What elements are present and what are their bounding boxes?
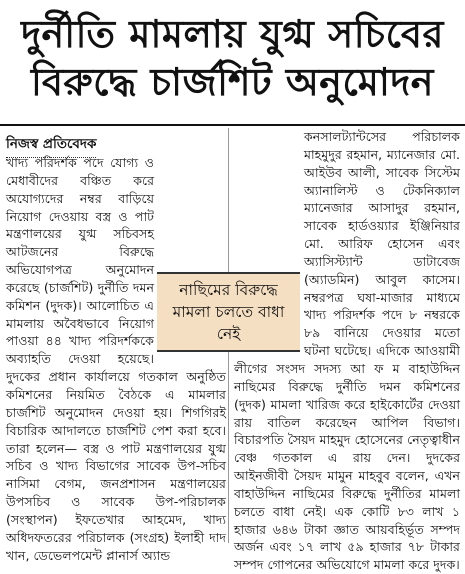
headline-line-2: বিরুদ্ধে চার্জশিট অনুমোদন xyxy=(31,60,434,104)
headline xyxy=(8,10,457,106)
article-text-right: কনসালট্যান্টসের পরিচালক মাহমুদুর রহমান, ম্যানেজার মো. আইউব আলী, সাবেক সিস্টেম অ্যানালিস্ট ও টেকনিক্যাল ম্যানেজার আসাদুর রহমান, সাবেক হার্ডওয়্যার ইঞ্জিনিয়ার মো. আরিফ হোসেন এবং অ্যাসিস্ট্যান্ট ডাটাবেজ (অ্যাডমিন) আবুল কাসেম। নম্বরপত্র ঘষা-মাজার মাধ্যমে খাদ্য পরিদর্শক পদে ৮ নম্বরকে ৮৯ বানিয়ে দেওয়ার মতো ঘটনা ঘটেছে। এদিকে আওয়ামী লীগের সংসদ সদস্য আ ফ ম বাহাউদ্দিন নাছিমের বিরুদ্ধে দুর্নীতি দমন কমিশনের (দুদক) মামলা খারিজ করে হাইকোর্টের দেওয়া রায় বাতিল করেছেন আপিল বিভাগ। বিচারপতি সৈয়দ মাহমুদ হোসেনের নেতৃত্বাধীন বেঞ্চ গতকাল এ রায় দেন। দুদকের আইনজীবী সৈয়দ মামুন মাহবুব বলেন, এখন বাহাউদ্দিন নাছিমের বিরুদ্ধে দুর্নীতির মামলা চলতে বাধা নেই। এক কোটি ৮৩ লাখ ১ হাজার ৬৪৬ টাকা জ্ঞাত আয়বহির্ভূত সম্পদ অর্জন এবং ১৭ লাখ ৫৯ হাজার ৭৮ টাকার সম্পদ গোপনের অভিযোগে মামলা করে দুদক। xyxy=(234,129,460,573)
article-text-left: খাদ্য পরিদর্শক পদে যোগ্য ও মেধাবীদের বঞ্চিত করে অযোগ্যদের নম্বর বাড়িয়ে নিয়োগ দেওয়ায় বস্ত্র ও পাট মন্ত্রণালয়ের যুগ্ম সচিবসহ আটজনের বিরুদ্ধে অভিযোগপত্র অনুমোদন করেছে (চার্জশিট) দুর্নীতি দমন কমিশন (দুদক)। আলোচিত এ মামলায় অবৈধভাবে নিয়োগ পাওয়া ৪৪ খাদ্য পরিদর্শককে অব্যাহতি দেওয়া হয়েছে। দুদকের প্রধান কার্যালয়ে গতকাল অনুষ্ঠিত কমিশনের নিয়মিত বৈঠকে এ মামলার চার্জশিট অনুমোদন দেওয়া হয়। শিগগিরই বিচারিক আদালতে চার্জশিট পেশ করা হবে। তারা হলেন— বস্ত্র ও পাট মন্ত্রণালয়ের যুগ্ম সচিব ও খাদ্য বিভাগের সাবেক উপ-সচিব নাসিমা বেগম, জনপ্রশাসন মন্ত্রণালয়ের উপসচিব ও সাবেক উপ-পরিচালক (সংস্থাপন) ইফতেখার আহমেদ, খাদ্য অধিদফতরের পরিচালক (সংগ্রহ) ইলাহী দাদ খান, ডেভেলপমেন্ট প্লানার্স অ্যান্ড xyxy=(6,155,226,563)
byline: নিজস্ব প্রতিবেদক xyxy=(6,133,96,158)
pullquote xyxy=(157,272,300,352)
headline-line-1: দুর্নীতি মামলায় যুগ্ম সচিবের xyxy=(21,12,444,56)
pullquote-text: নাছিমের বিরুদ্ধে মামলা চলতে বাধা নেই xyxy=(172,281,285,343)
headline-rule xyxy=(0,124,465,126)
